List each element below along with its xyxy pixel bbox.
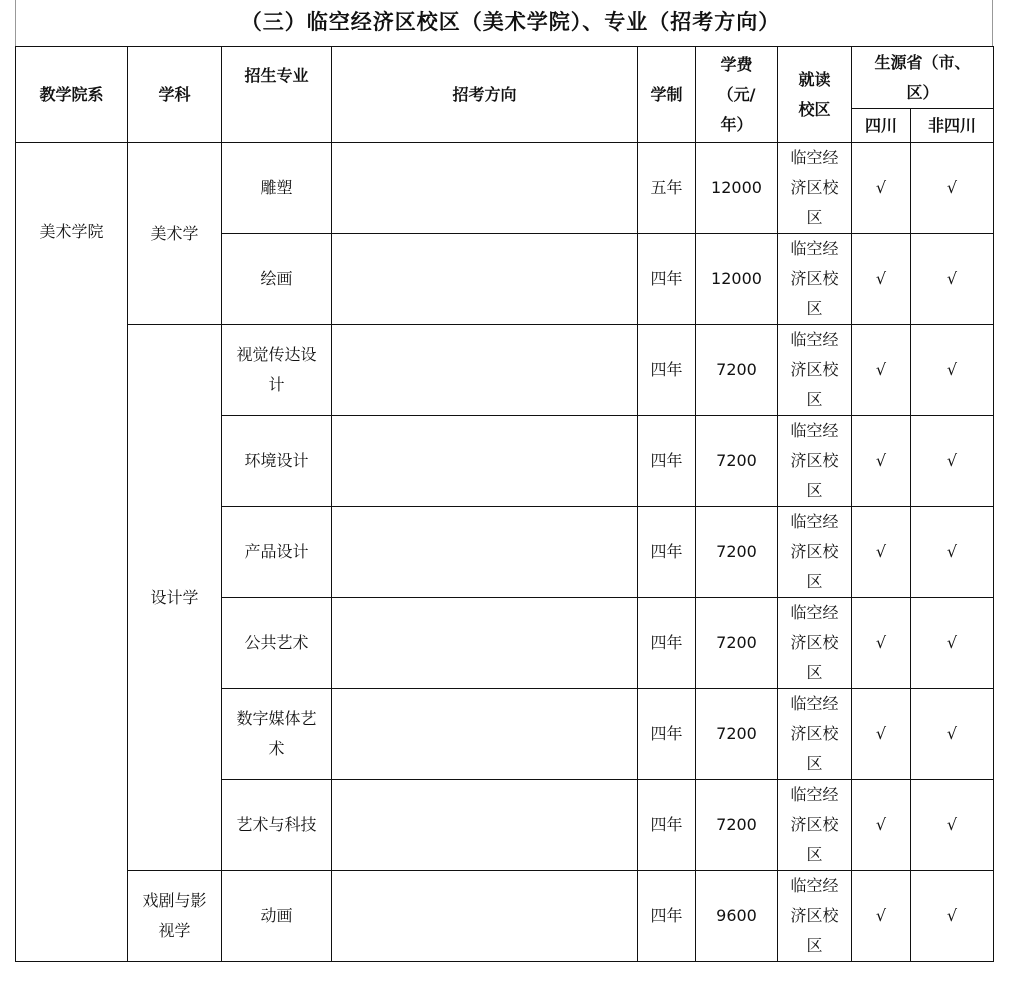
non-sichuan-check: √ (911, 234, 994, 325)
campus-label: 临空经济区校区 (790, 421, 839, 500)
campus-label: 临空经济区校区 (790, 785, 839, 864)
header-major: 招生专业 (222, 47, 332, 143)
non-sichuan-check: √ (911, 325, 994, 416)
major-label: 数字媒体艺术 (236, 709, 317, 758)
non-sichuan-check: √ (911, 598, 994, 689)
non-sichuan-check: √ (911, 780, 994, 871)
table-row (16, 871, 994, 962)
discipline-cell (128, 871, 222, 962)
header-non-sichuan: 非四川 (911, 109, 994, 143)
sichuan-check: √ (852, 325, 911, 416)
direction-cell (332, 234, 638, 325)
sichuan-check: √ (852, 143, 911, 234)
department-cell: 美术学院 (16, 143, 128, 962)
sichuan-check: √ (852, 598, 911, 689)
duration-cell: 五年 (638, 143, 696, 234)
campus-cell (778, 689, 852, 780)
fee-cell: 12000 (696, 143, 778, 234)
campus-cell (778, 416, 852, 507)
campus-cell (778, 234, 852, 325)
campus-label: 临空经济区校区 (790, 330, 839, 409)
duration-cell: 四年 (638, 325, 696, 416)
duration-cell: 四年 (638, 416, 696, 507)
header-discipline: 学科 (128, 47, 222, 143)
sichuan-check: √ (852, 234, 911, 325)
campus-cell (778, 507, 852, 598)
header-source (852, 47, 994, 109)
campus-label: 临空经济区校区 (790, 603, 839, 682)
major-cell (222, 325, 332, 416)
fee-cell: 7200 (696, 507, 778, 598)
table-row (16, 143, 994, 234)
major-cell: 绘画 (222, 234, 332, 325)
major-cell (222, 689, 332, 780)
campus-label: 临空经济区校区 (790, 694, 839, 773)
major-cell: 艺术与科技 (222, 780, 332, 871)
major-cell: 公共艺术 (222, 598, 332, 689)
major-cell: 环境设计 (222, 416, 332, 507)
sichuan-check: √ (852, 871, 911, 962)
direction-cell (332, 689, 638, 780)
header-duration: 学制 (638, 47, 696, 143)
fee-cell: 9600 (696, 871, 778, 962)
fee-cell: 12000 (696, 234, 778, 325)
header-fee (696, 47, 778, 143)
campus-cell (778, 598, 852, 689)
sichuan-check: √ (852, 416, 911, 507)
fee-cell: 7200 (696, 689, 778, 780)
discipline-cell: 设计学 (128, 325, 222, 871)
campus-label: 临空经济区校区 (790, 876, 839, 955)
duration-cell: 四年 (638, 871, 696, 962)
campus-label: 临空经济区校区 (790, 239, 839, 318)
direction-cell (332, 416, 638, 507)
fee-cell: 7200 (696, 780, 778, 871)
sichuan-check: √ (852, 507, 911, 598)
page-title: （三）临空经济区校区（美术学院）、专业（招考方向） (240, 10, 781, 34)
campus-cell (778, 325, 852, 416)
major-cell: 产品设计 (222, 507, 332, 598)
direction-cell (332, 507, 638, 598)
header-direction: 招考方向 (332, 47, 638, 143)
campus-label: 临空经济区校区 (790, 148, 839, 227)
direction-cell (332, 598, 638, 689)
non-sichuan-check: √ (911, 416, 994, 507)
non-sichuan-check: √ (911, 143, 994, 234)
duration-cell: 四年 (638, 689, 696, 780)
campus-cell (778, 780, 852, 871)
table-row (16, 325, 994, 416)
header-sichuan: 四川 (852, 109, 911, 143)
header-source-label: 生源省（市、区） (874, 52, 971, 102)
discipline-label: 戏剧与影视学 (142, 891, 207, 940)
major-cell: 雕塑 (222, 143, 332, 234)
fee-cell: 7200 (696, 325, 778, 416)
header-fee-label: 学费（元/年） (717, 54, 756, 134)
fee-cell: 7200 (696, 416, 778, 507)
duration-cell: 四年 (638, 507, 696, 598)
non-sichuan-check: √ (911, 689, 994, 780)
duration-cell: 四年 (638, 780, 696, 871)
duration-cell: 四年 (638, 598, 696, 689)
direction-cell (332, 143, 638, 234)
major-label: 视觉传达设计 (236, 345, 317, 394)
sichuan-check: √ (852, 689, 911, 780)
direction-cell (332, 325, 638, 416)
direction-cell (332, 871, 638, 962)
duration-cell: 四年 (638, 234, 696, 325)
campus-cell (778, 143, 852, 234)
non-sichuan-check: √ (911, 507, 994, 598)
sichuan-check: √ (852, 780, 911, 871)
header-campus (778, 47, 852, 143)
discipline-cell: 美术学 (128, 143, 222, 325)
admission-table (15, 46, 994, 962)
major-cell: 动画 (222, 871, 332, 962)
header-campus-label: 就读校区 (798, 69, 831, 119)
direction-cell (332, 780, 638, 871)
fee-cell: 7200 (696, 598, 778, 689)
campus-cell (778, 871, 852, 962)
non-sichuan-check: √ (911, 871, 994, 962)
header-department: 教学院系 (16, 47, 128, 143)
campus-label: 临空经济区校区 (790, 512, 839, 591)
